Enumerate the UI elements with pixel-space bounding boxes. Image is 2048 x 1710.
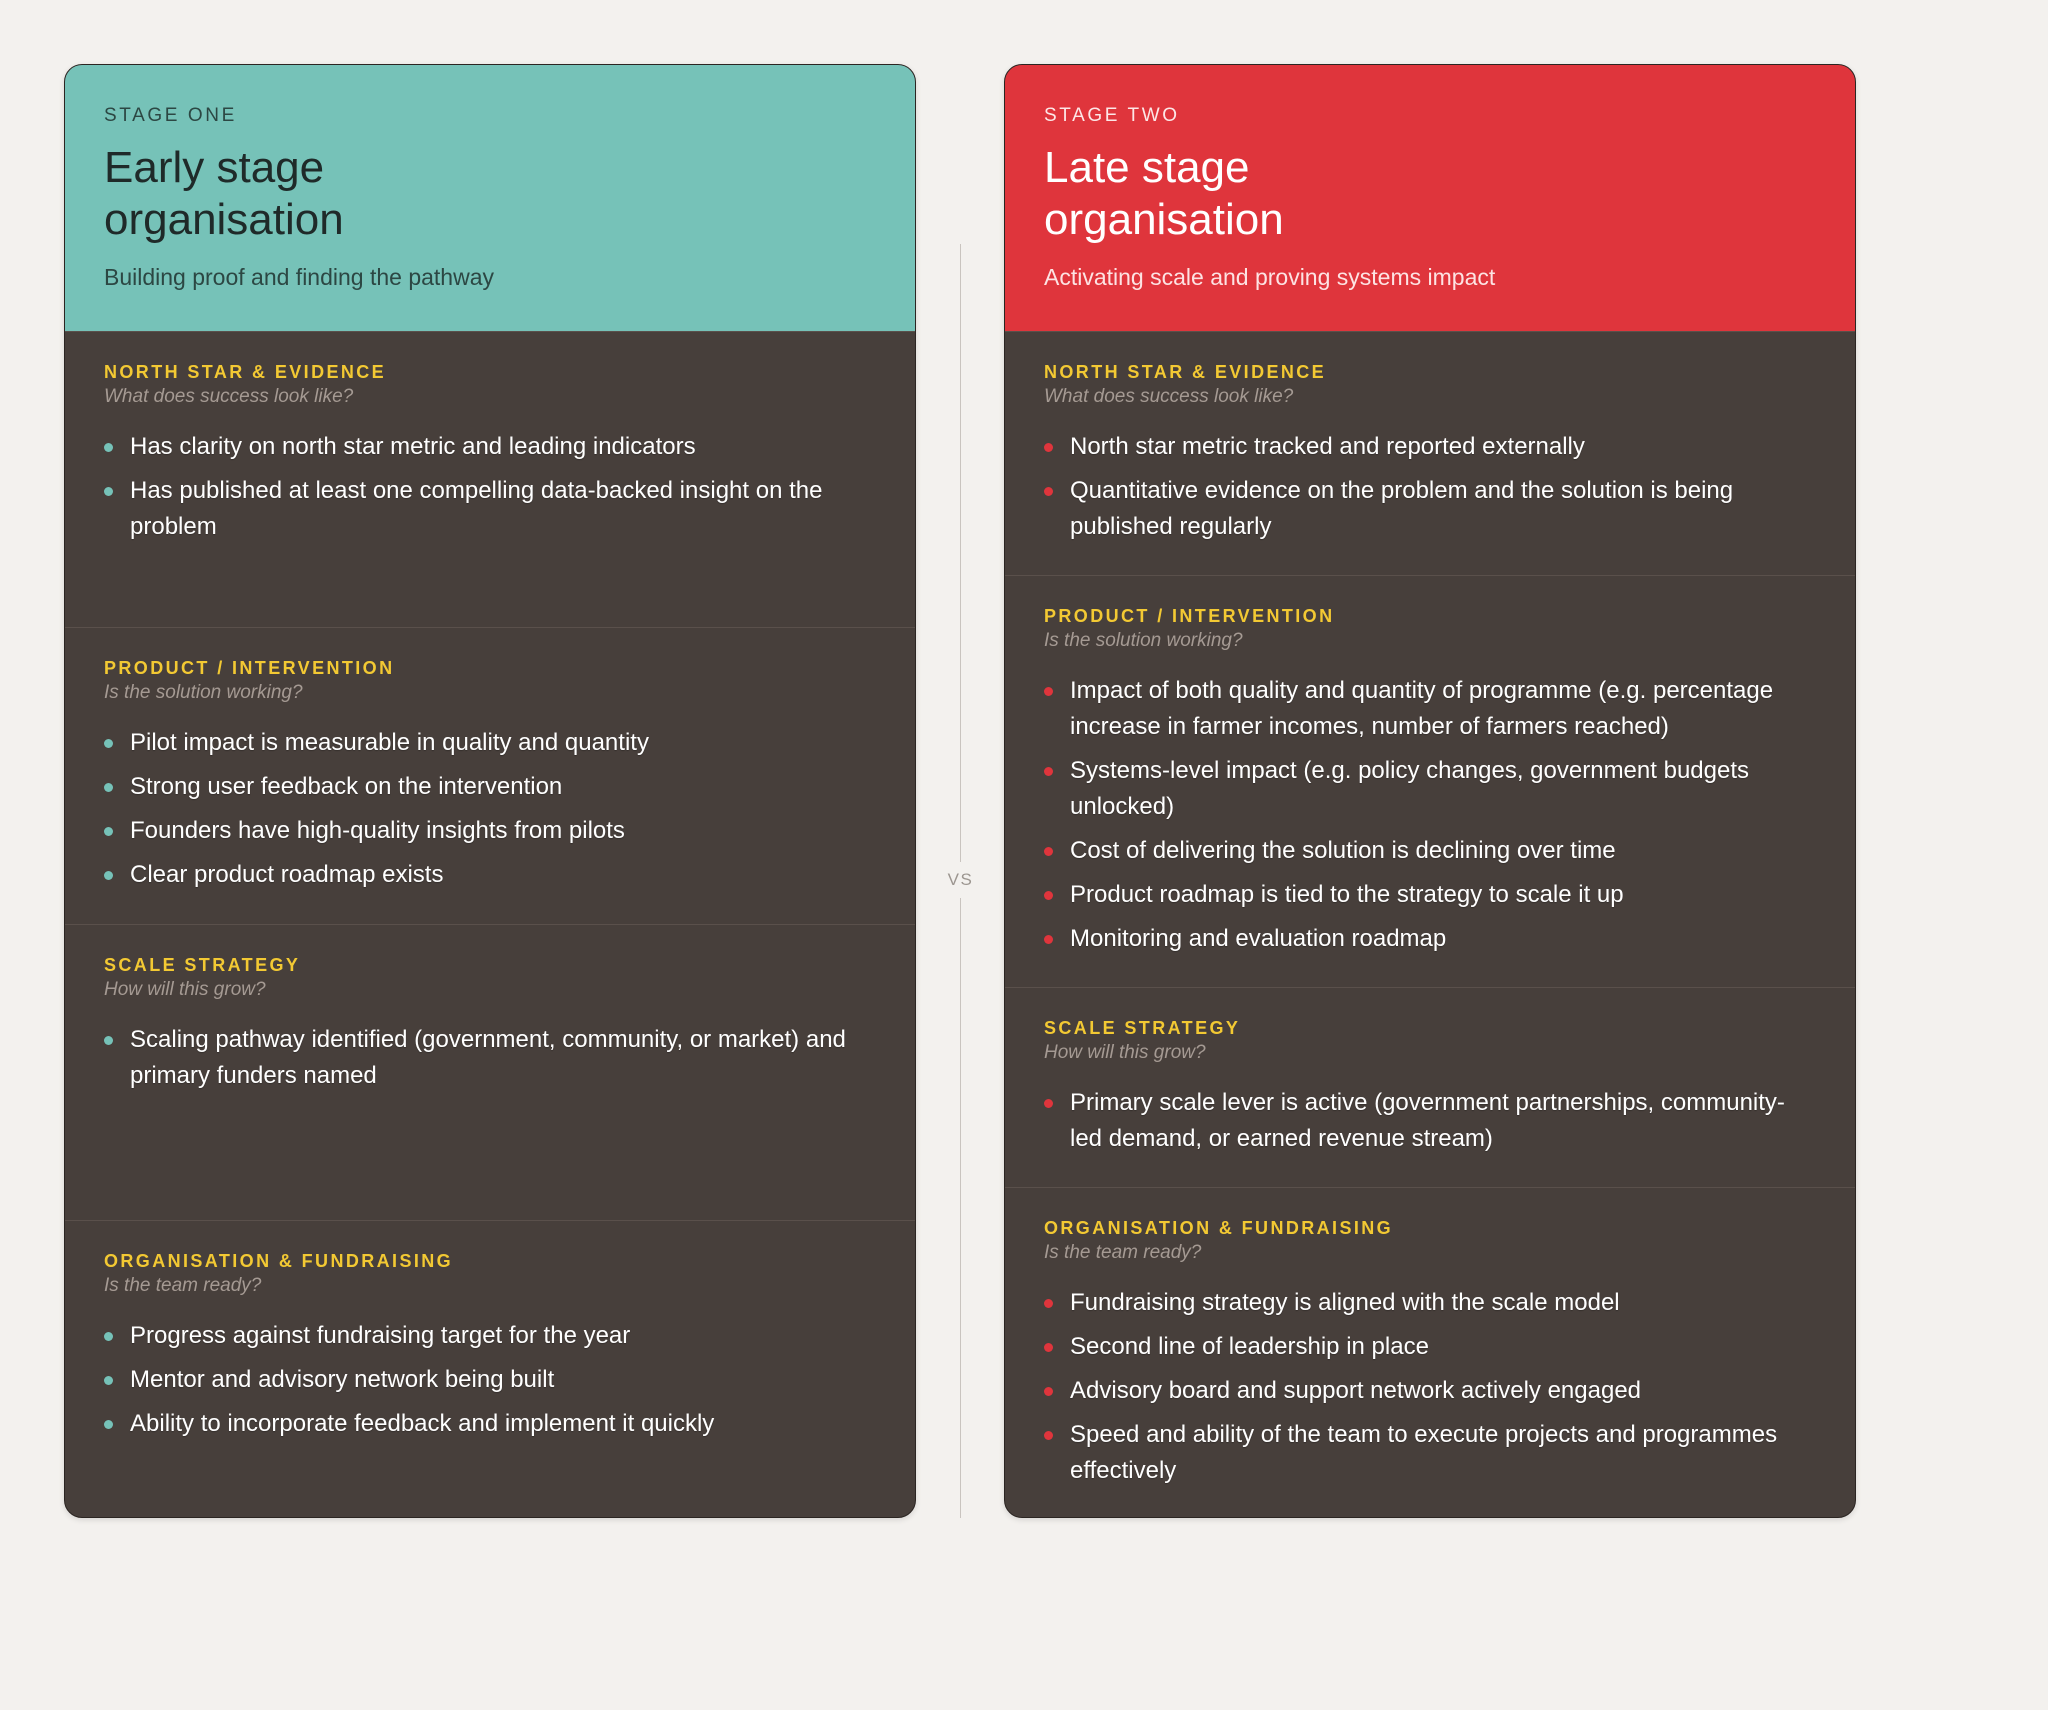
bullet-list [1044, 1285, 1816, 1489]
stage-two-section-scale [1005, 987, 1855, 1187]
bullet-dot-icon [104, 487, 113, 496]
section-title: PRODUCT / INTERVENTION [104, 658, 395, 678]
list-item-text: Founders have high-quality insights from pilots [130, 817, 625, 844]
list-item-text: Monitoring and evaluation roadmap [1070, 925, 1447, 952]
list-item [104, 725, 876, 761]
list-item-text: Ability to incorporate feedback and implement it quickly [130, 1410, 715, 1437]
bullet-list [1044, 429, 1816, 545]
bullet-dot-icon [1044, 767, 1053, 776]
section-title: ORGANISATION & FUNDRAISING [1044, 1218, 1394, 1238]
bullet-dot-icon [104, 739, 113, 748]
list-item [1044, 1417, 1816, 1489]
list-item-text: Second line of leadership in place [1070, 1333, 1429, 1360]
list-item [104, 813, 876, 849]
stage-two-section-product [1005, 575, 1855, 987]
section-question: What does success look like? [1044, 386, 1294, 407]
section-title: SCALE STRATEGY [104, 955, 301, 975]
bullet-dot-icon [1044, 443, 1053, 452]
list-item-text: Advisory board and support network actively engaged [1070, 1377, 1642, 1404]
list-item [1044, 833, 1816, 869]
stage-one-section-scale [65, 924, 915, 1220]
section-title: PRODUCT / INTERVENTION [1044, 606, 1335, 626]
list-item-text: Impact of both quality and quantity of programme (e.g. percentage increase in farmer incomes, number of farmers reached) [1070, 677, 1774, 740]
list-item [104, 1022, 876, 1094]
list-item-text: Clear product roadmap exists [130, 861, 444, 888]
list-item [104, 1318, 876, 1354]
stage-one-subtitle: Building proof and finding the pathway [104, 264, 495, 290]
stage-one-section-product [65, 627, 915, 924]
bullet-dot-icon [104, 1036, 113, 1045]
list-item [1044, 1373, 1816, 1409]
bullet-dot-icon [1044, 1431, 1053, 1440]
bullet-list [104, 725, 876, 893]
list-item-text: Strong user feedback on the intervention [130, 773, 563, 800]
stage-two-title: Late stage organisation [1044, 143, 1284, 244]
list-item-text: Quantitative evidence on the problem and the solution is being published regularly [1070, 477, 1734, 540]
stage-one-title: Early stage organisation [104, 143, 344, 244]
list-item-text: Mentor and advisory network being built [130, 1366, 555, 1393]
section-question: Is the team ready? [1044, 1242, 1202, 1263]
bullet-dot-icon [1044, 687, 1053, 696]
bullet-dot-icon [104, 783, 113, 792]
list-item-text: North star metric tracked and reported externally [1070, 433, 1585, 460]
section-title: NORTH STAR & EVIDENCE [1044, 362, 1327, 382]
bullet-list [1044, 673, 1816, 957]
list-item [104, 429, 876, 465]
section-question: Is the solution working? [1044, 630, 1243, 651]
list-item-text: Scaling pathway identified (government, community, or market) and primary funders named [130, 1026, 846, 1089]
list-item-text: Has clarity on north star metric and leading indicators [130, 433, 696, 460]
stage-one-header [65, 65, 915, 331]
bullet-dot-icon [104, 871, 113, 880]
section-question: Is the solution working? [104, 682, 303, 703]
list-item [1044, 1285, 1816, 1321]
bullet-dot-icon [1044, 935, 1053, 944]
stage-one-section-north-star [65, 331, 915, 627]
stage-two-card [1004, 64, 1856, 1518]
list-item-text: Primary scale lever is active (government partnerships, community-led demand, or earned revenue stream) [1070, 1089, 1785, 1152]
bullet-dot-icon [1044, 1387, 1053, 1396]
list-item-text: Speed and ability of the team to execute projects and programmes effectively [1070, 1421, 1778, 1484]
bullet-dot-icon [1044, 1343, 1053, 1352]
list-item [1044, 921, 1816, 957]
bullet-list [104, 1318, 876, 1442]
bullet-dot-icon [104, 1332, 113, 1341]
list-item-text: Fundraising strategy is aligned with the scale model [1070, 1289, 1620, 1316]
section-title: ORGANISATION & FUNDRAISING [104, 1251, 454, 1271]
bullet-dot-icon [104, 1420, 113, 1429]
bullet-list [104, 429, 876, 545]
list-item [1044, 673, 1816, 745]
section-question: How will this grow? [1044, 1042, 1206, 1063]
stage-two-section-organisation [1005, 1187, 1855, 1517]
list-item-text: Pilot impact is measurable in quality and quantity [130, 729, 649, 756]
stage-two-subtitle: Activating scale and proving systems impact [1044, 264, 1496, 290]
list-item-text: Cost of delivering the solution is declining over time [1070, 837, 1616, 864]
stage-two-header [1005, 65, 1855, 331]
list-item [1044, 753, 1816, 825]
list-item [1044, 429, 1816, 465]
bullet-dot-icon [104, 827, 113, 836]
list-item [104, 473, 876, 545]
bullet-list [1044, 1085, 1816, 1157]
list-item-text: Has published at least one compelling data-backed insight on the problem [130, 477, 823, 540]
section-title: SCALE STRATEGY [1044, 1018, 1241, 1038]
stage-one-card [64, 64, 916, 1518]
stage-two-section-north-star [1005, 331, 1855, 575]
list-item-text: Product roadmap is tied to the strategy to scale it up [1070, 881, 1624, 908]
bullet-dot-icon [104, 443, 113, 452]
section-question: Is the team ready? [104, 1275, 262, 1296]
list-item [104, 1406, 876, 1442]
list-item-text: Progress against fundraising target for the year [130, 1322, 631, 1349]
stage-one-label: STAGE ONE [104, 105, 237, 126]
section-title: NORTH STAR & EVIDENCE [104, 362, 387, 382]
stage-one-section-organisation [65, 1220, 915, 1517]
list-item [104, 1362, 876, 1398]
list-item [1044, 473, 1816, 545]
bullet-dot-icon [1044, 847, 1053, 856]
list-item [1044, 877, 1816, 913]
bullet-dot-icon [1044, 1299, 1053, 1308]
list-item [104, 857, 876, 893]
list-item [1044, 1085, 1816, 1157]
section-question: What does success look like? [104, 386, 354, 407]
list-item [1044, 1329, 1816, 1365]
bullet-list [104, 1022, 876, 1094]
bullet-dot-icon [1044, 1099, 1053, 1108]
versus-label: VS [940, 862, 981, 898]
list-item [104, 769, 876, 805]
list-item-text: Systems-level impact (e.g. policy changes, government budgets unlocked) [1070, 757, 1749, 820]
bullet-dot-icon [1044, 487, 1053, 496]
section-question: How will this grow? [104, 979, 266, 1000]
bullet-dot-icon [1044, 891, 1053, 900]
stage-two-label: STAGE TWO [1044, 105, 1180, 126]
bullet-dot-icon [104, 1376, 113, 1385]
